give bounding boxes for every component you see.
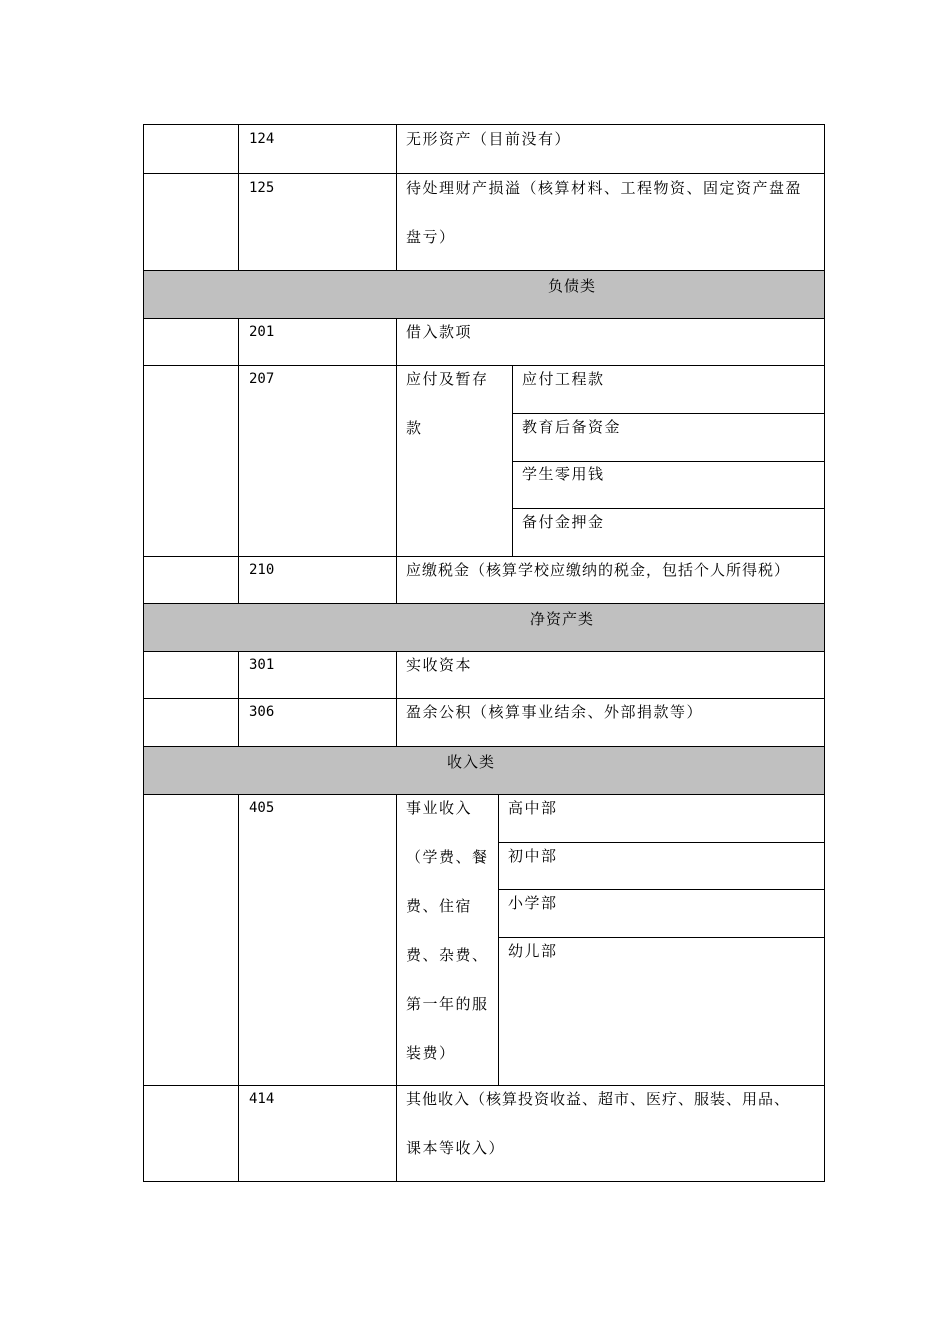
section-title: 负债类: [548, 277, 597, 295]
account-name: 盈余公积（核算事业结余、外部捐款等）: [406, 703, 704, 721]
sub-account: 高中部: [508, 799, 558, 817]
account-code: 210: [249, 562, 275, 578]
sub-account: 初中部: [508, 847, 558, 865]
account-code: 201: [249, 324, 275, 340]
account-code: 414: [249, 1091, 275, 1107]
account-name: 无形资产（目前没有）: [406, 130, 572, 148]
account-code: 207: [249, 371, 275, 387]
section-title: 净资产类: [530, 610, 595, 628]
sub-account: 备付金押金: [522, 513, 605, 531]
account-code: 405: [249, 800, 275, 816]
account-name-line2: 盘亏）: [406, 228, 456, 246]
section-title: 收入类: [447, 753, 496, 771]
account-table: [143, 124, 825, 1182]
account-name-line2: 款: [406, 419, 423, 437]
section-header-income: [144, 746, 824, 794]
account-name-line: （学费、餐: [406, 848, 489, 866]
account-name-line1: 待处理财产损溢（核算材料、工程物资、固定资产盘盈: [406, 179, 803, 197]
account-name-line: 费、住宿: [406, 897, 473, 915]
account-name-line: 费、杂费、: [406, 946, 489, 964]
account-name-line1: 应付及暂存: [406, 370, 489, 388]
sub-account: 学生零用钱: [522, 465, 605, 483]
account-code: 301: [249, 657, 275, 673]
sub-account: 小学部: [508, 894, 558, 912]
account-name-line: 装费）: [406, 1044, 456, 1062]
account-name: 借入款项: [406, 323, 473, 341]
section-header-liability: [144, 270, 824, 318]
account-name-line: 第一年的服: [406, 995, 489, 1013]
table-row: [144, 698, 824, 746]
account-name-line: 事业收入: [406, 799, 473, 817]
sub-account: 应付工程款: [522, 370, 605, 388]
table-row: [144, 794, 824, 1085]
account-name: 实收资本: [406, 656, 473, 674]
account-name-line2: 课本等收入）: [406, 1139, 506, 1157]
account-code: 124: [249, 131, 275, 147]
account-code: 306: [249, 704, 275, 720]
account-name: 应缴税金（核算学校应缴纳的税金，包括个人所得税）: [406, 561, 791, 579]
table-row: [144, 556, 824, 603]
sub-account: 幼儿部: [508, 942, 558, 960]
table-row: [144, 173, 824, 270]
section-header-net-assets: [144, 603, 824, 651]
table-row: [144, 1085, 824, 1181]
account-code: 125: [249, 180, 275, 196]
table-row: [144, 365, 824, 556]
account-name-line1: 其他收入（核算投资收益、超市、医疗、服装、用品、: [406, 1090, 791, 1108]
sub-account: 教育后备资金: [522, 418, 622, 436]
